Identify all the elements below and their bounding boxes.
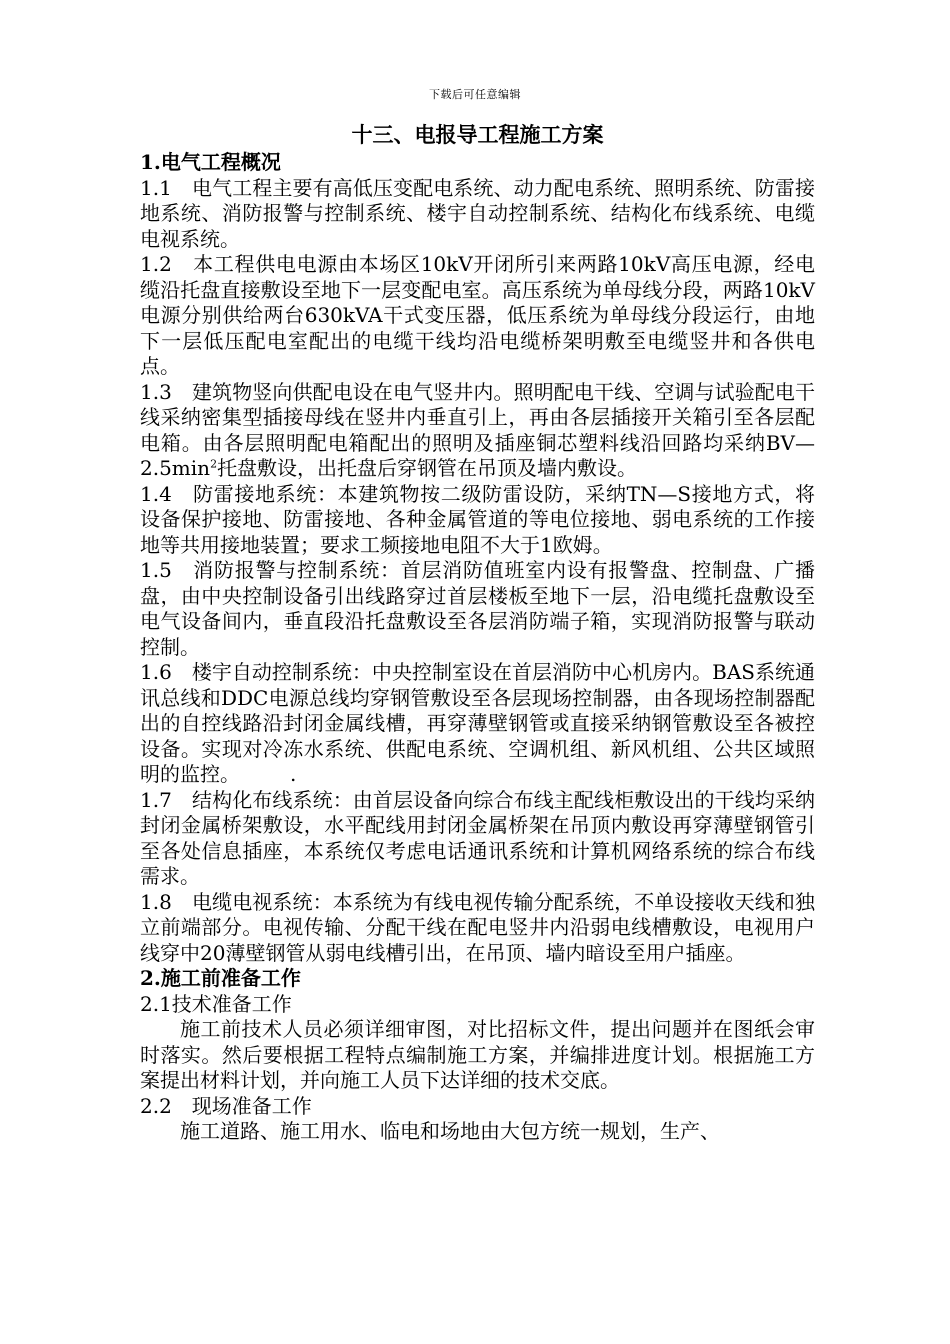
document-page [140, 122, 815, 1145]
paragraph-1-6: 1.6 楼宇自动控制系统：中央控制室设在首层消防中心机房内。BAS系统通讯总线和DDC电源总线均穿钢管敷设至各层现场控制器，由各现场控制器配出的自控线路沿封闭金属线槽，再穿薄壁钢管或直接采纳钢管敷设至各被控设备。实现对冷冻水系统、供配电系统、空调机组、新风机组、公共区域照明的监控。 . [140, 660, 815, 786]
paragraph-1-8: 1.8 电缆电视系统：本系统为有线电视传输分配系统，不单设接收天线和独立前端部分。电视传输、分配干线在配电竖井内沿弱电线槽敷设，电视用户线穿中20薄壁钢管从弱电线槽引出，在吊顶、墙内暗设至用户插座。 [140, 889, 815, 965]
paragraph-1-7: 1.7 结构化布线系统：由首层设备向综合布线主配线柜敷设出的干线均采纳封闭金属桥架敷设，水平配线用封闭金属桥架在吊顶内敷设再穿薄壁钢管引至各处信息插座，本系统仅考虑电话通讯系统和计算机网络系统的综合布线需求。 [140, 787, 815, 888]
document-title: 十三、电报导工程施工方案 [351, 122, 604, 147]
section-heading-1: 1.电气工程概况 [140, 150, 281, 174]
paragraph-1-4: 1.4 防雷接地系统：本建筑物按二级防雷设防，采纳TN—S接地方式，将设备保护接地、防雷接地、各种金属管道的等电位接地、弱电系统的工作接地等共用接地装置；要求工频接地电阻不大于1欧姆。 [140, 481, 815, 557]
paragraph-2-1: 施工前技术人员必须详细审图，对比招标文件，提出问题并在图纸会审时落实。然后要根据工程特点编制施工方案，并编排进度计划。根据施工方案提出材料计划，并向施工人员下达详细的技术交底。 [140, 1017, 815, 1092]
paragraph-1-3 [140, 380, 815, 482]
subsection-2-2-heading: 2.2 现场准备工作 [140, 1093, 312, 1118]
paragraph-1-1: 1.1 电气工程主要有高低压变配电系统、动力配电系统、照明系统、防雷接地系统、消防报警与控制系统、楼宇自动控制系统、结构化布线系统、电缆电视系统。 [140, 175, 815, 251]
paragraph-1-2: 1.2 本工程供电电源由本场区10kV开闭所引来两路10kV高压电源，经电缆沿托盘直接敷设至地下一层变配电室。高压系统为单母线分段，两路10kV电源分别供给两台630kVA干式变压器，低压系统为单母线分段运行，由地下一层低压配电室配出的电缆干线均沿电缆桥架明敷至电缆竖井和各供电点。 [140, 252, 815, 378]
paragraph-2-2: 施工道路、施工用水、临电和场地由大包方统一规划，生产、 [180, 1119, 720, 1143]
paragraph-1-3-part-a: 1.3 建筑物竖向供配电设在电气竖井内。照明配电干线、空调与试验配电干线采纳密集型插接母线在竖井内垂直引上，再由各层插接开关箱引至各层配电箱。由各层照明配电箱配出的照明及插座铜芯塑料线沿回路均采纳BV—2.5min [140, 379, 815, 480]
paragraph-1-3-part-b: 托盘敷设，出托盘后穿钢管在吊顶及墙内敷设。 [217, 456, 638, 480]
header-note: 下载后可任意编辑 [429, 88, 521, 101]
subsection-2-1-heading: 2.1技术准备工作 [140, 991, 292, 1016]
paragraph-1-5: 1.5 消防报警与控制系统：首层消防值班室内设有报警盘、控制盘、广播盘，由中央控制设备引出线路穿过首层楼板至地下一层，沿电缆托盘敷设至电气设备间内，垂直段沿托盘敷设至各层消防端子箱，实现消防报警与联动控制。 [140, 558, 815, 659]
section-heading-2: 2.施工前准备工作 [140, 966, 301, 990]
superscript-2: 2 [210, 457, 218, 471]
